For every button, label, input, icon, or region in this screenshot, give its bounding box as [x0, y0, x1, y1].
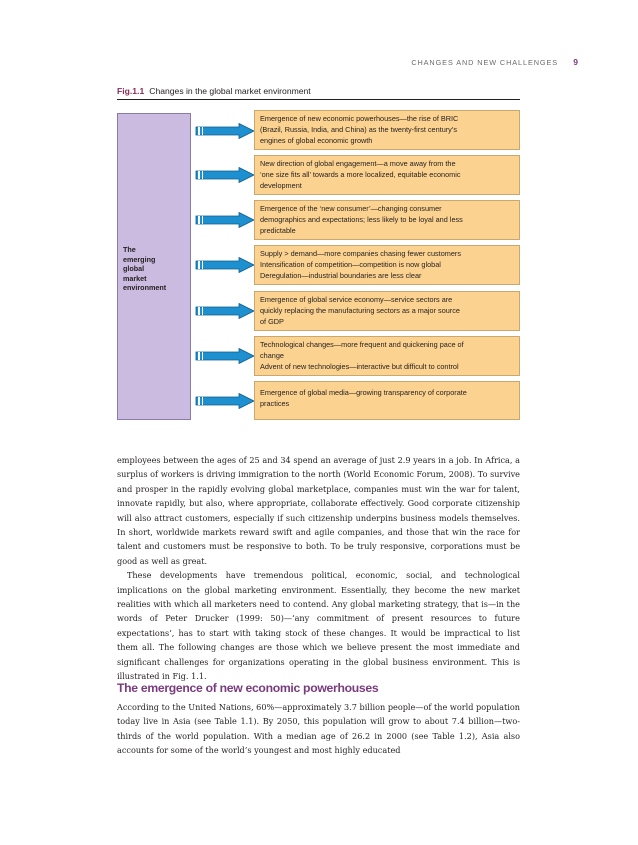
- figure-label: Fig.1.1: [117, 86, 145, 96]
- change-line: predictable: [260, 225, 296, 235]
- change-box-supply-demand: [254, 245, 520, 285]
- change-line: Emergence of the ‘new consumer’—changing consumer: [260, 204, 442, 213]
- change-line: Intensification of competition—competition is now global: [260, 259, 441, 269]
- change-line: Advent of new technologies—interactive but difficult to control: [260, 361, 459, 371]
- change-line: Supply > demand—more companies chasing fewer customers: [260, 249, 461, 258]
- figure-rule: [117, 99, 520, 100]
- change-line: ‘one size fits all’ towards a more localized, equitable economic: [260, 169, 461, 179]
- change-line: Technological changes—more frequent and quickening pace of: [260, 340, 464, 349]
- change-line: demographics and expectations; less likely to be loyal and less: [260, 214, 463, 224]
- change-line: (Brazil, Russia, India, and China) as the twenty-first century’s: [260, 124, 457, 134]
- change-line: engines of global economic growth: [260, 135, 373, 145]
- figure-diagram: [117, 110, 520, 430]
- change-box-technological: [254, 336, 520, 376]
- arrow-right-icon: [195, 212, 255, 228]
- change-line: Emergence of global service economy—service sectors are: [260, 295, 453, 304]
- body-paragraphs: [117, 453, 520, 684]
- arrow-right-icon: [195, 257, 255, 273]
- emerging-environment-label: [123, 245, 187, 293]
- body-paragraph-section: [117, 700, 520, 758]
- body-paragraph: employees between the ages of 25 and 34 spend an average of just 2.9 years in a job. In Africa, a surplus of workers is driving immigration to the north (World Economic Forum, 2008). To survive and prosper in the rapidly evolving global marketplace, companies must win the war for talent, innovate rapidly, but also, where appropriate, collaborate effectively. Good corporate citizenship will also attract customers, especially if such citizenship underpins business models themselves. In short, worldwide markets reward swift and agile companies, and those that win the race for talent and customers must be responsive to both. To be truly responsive, corporations must be good as well as great.: [117, 455, 520, 566]
- change-box-global-engagement: [254, 155, 520, 195]
- page-number: 9: [573, 57, 578, 67]
- arrow-right-icon: [195, 348, 255, 364]
- section-heading: The emergence of new economic powerhouses: [117, 681, 379, 695]
- change-box-service-economy: [254, 291, 520, 331]
- emerging-environment-box: [117, 113, 191, 420]
- change-line: development: [260, 180, 302, 190]
- running-head: [0, 58, 638, 70]
- arrow-right-icon: [195, 167, 255, 183]
- arrow-right-icon: [195, 393, 255, 409]
- change-box-economic-powerhouses: [254, 110, 520, 150]
- figure-caption-text: Changes in the global market environment: [149, 86, 311, 96]
- change-line: Deregulation—industrial boundaries are less clear: [260, 270, 422, 280]
- left-label-line: global: [123, 264, 145, 274]
- change-box-global-media: [254, 381, 520, 420]
- body-paragraph: According to the United Nations, 60%—approximately 3.7 billion people—of the world population today live in Asia (see Table 1.1). By 2050, this population will grow to about 7.4 billion—two-thirds of the world population. With a median age of 26.2 in 2000 (see Table 1.2), Asia also accounts for some of the world’s youngest and most highly educated: [117, 702, 520, 756]
- running-title: CHANGES AND NEW CHALLENGES: [411, 58, 558, 67]
- change-line: Emergence of new economic powerhouses—the rise of BRIC: [260, 114, 459, 123]
- arrow-right-icon: [195, 123, 255, 139]
- left-label-line: emerging: [123, 254, 156, 264]
- change-line: New direction of global engagement—a move away from the: [260, 159, 456, 168]
- change-line: of GDP: [260, 316, 284, 326]
- left-label-line: The: [123, 245, 136, 254]
- arrow-right-icon: [195, 303, 255, 319]
- left-label-line: market: [123, 273, 147, 283]
- figure-caption: [117, 86, 311, 96]
- change-line: change: [260, 350, 284, 360]
- change-line: Emergence of global media—growing transparency of corporate: [260, 388, 467, 397]
- change-line: practices: [260, 398, 290, 408]
- change-box-new-consumer: [254, 200, 520, 240]
- change-line: quickly replacing the manufacturing sectors as a major source: [260, 305, 460, 315]
- left-label-line: environment: [123, 283, 167, 293]
- body-paragraph: These developments have tremendous political, economic, social, and technological implications on the global marketing environment. Essentially, they become the new market realities with which all marketers need to contend. Any global marketing strategy, that is—in the words of Peter Drucker (1999: 50)—‘any commitment of present resources to future expectations’, has to start with taking stock of these changes. It would be impractical to list them all. The following changes are those which we believe present the most immediate and significant challenges for organizations operating in the global business environment. This is illustrated in Fig. 1.1.: [117, 570, 520, 682]
